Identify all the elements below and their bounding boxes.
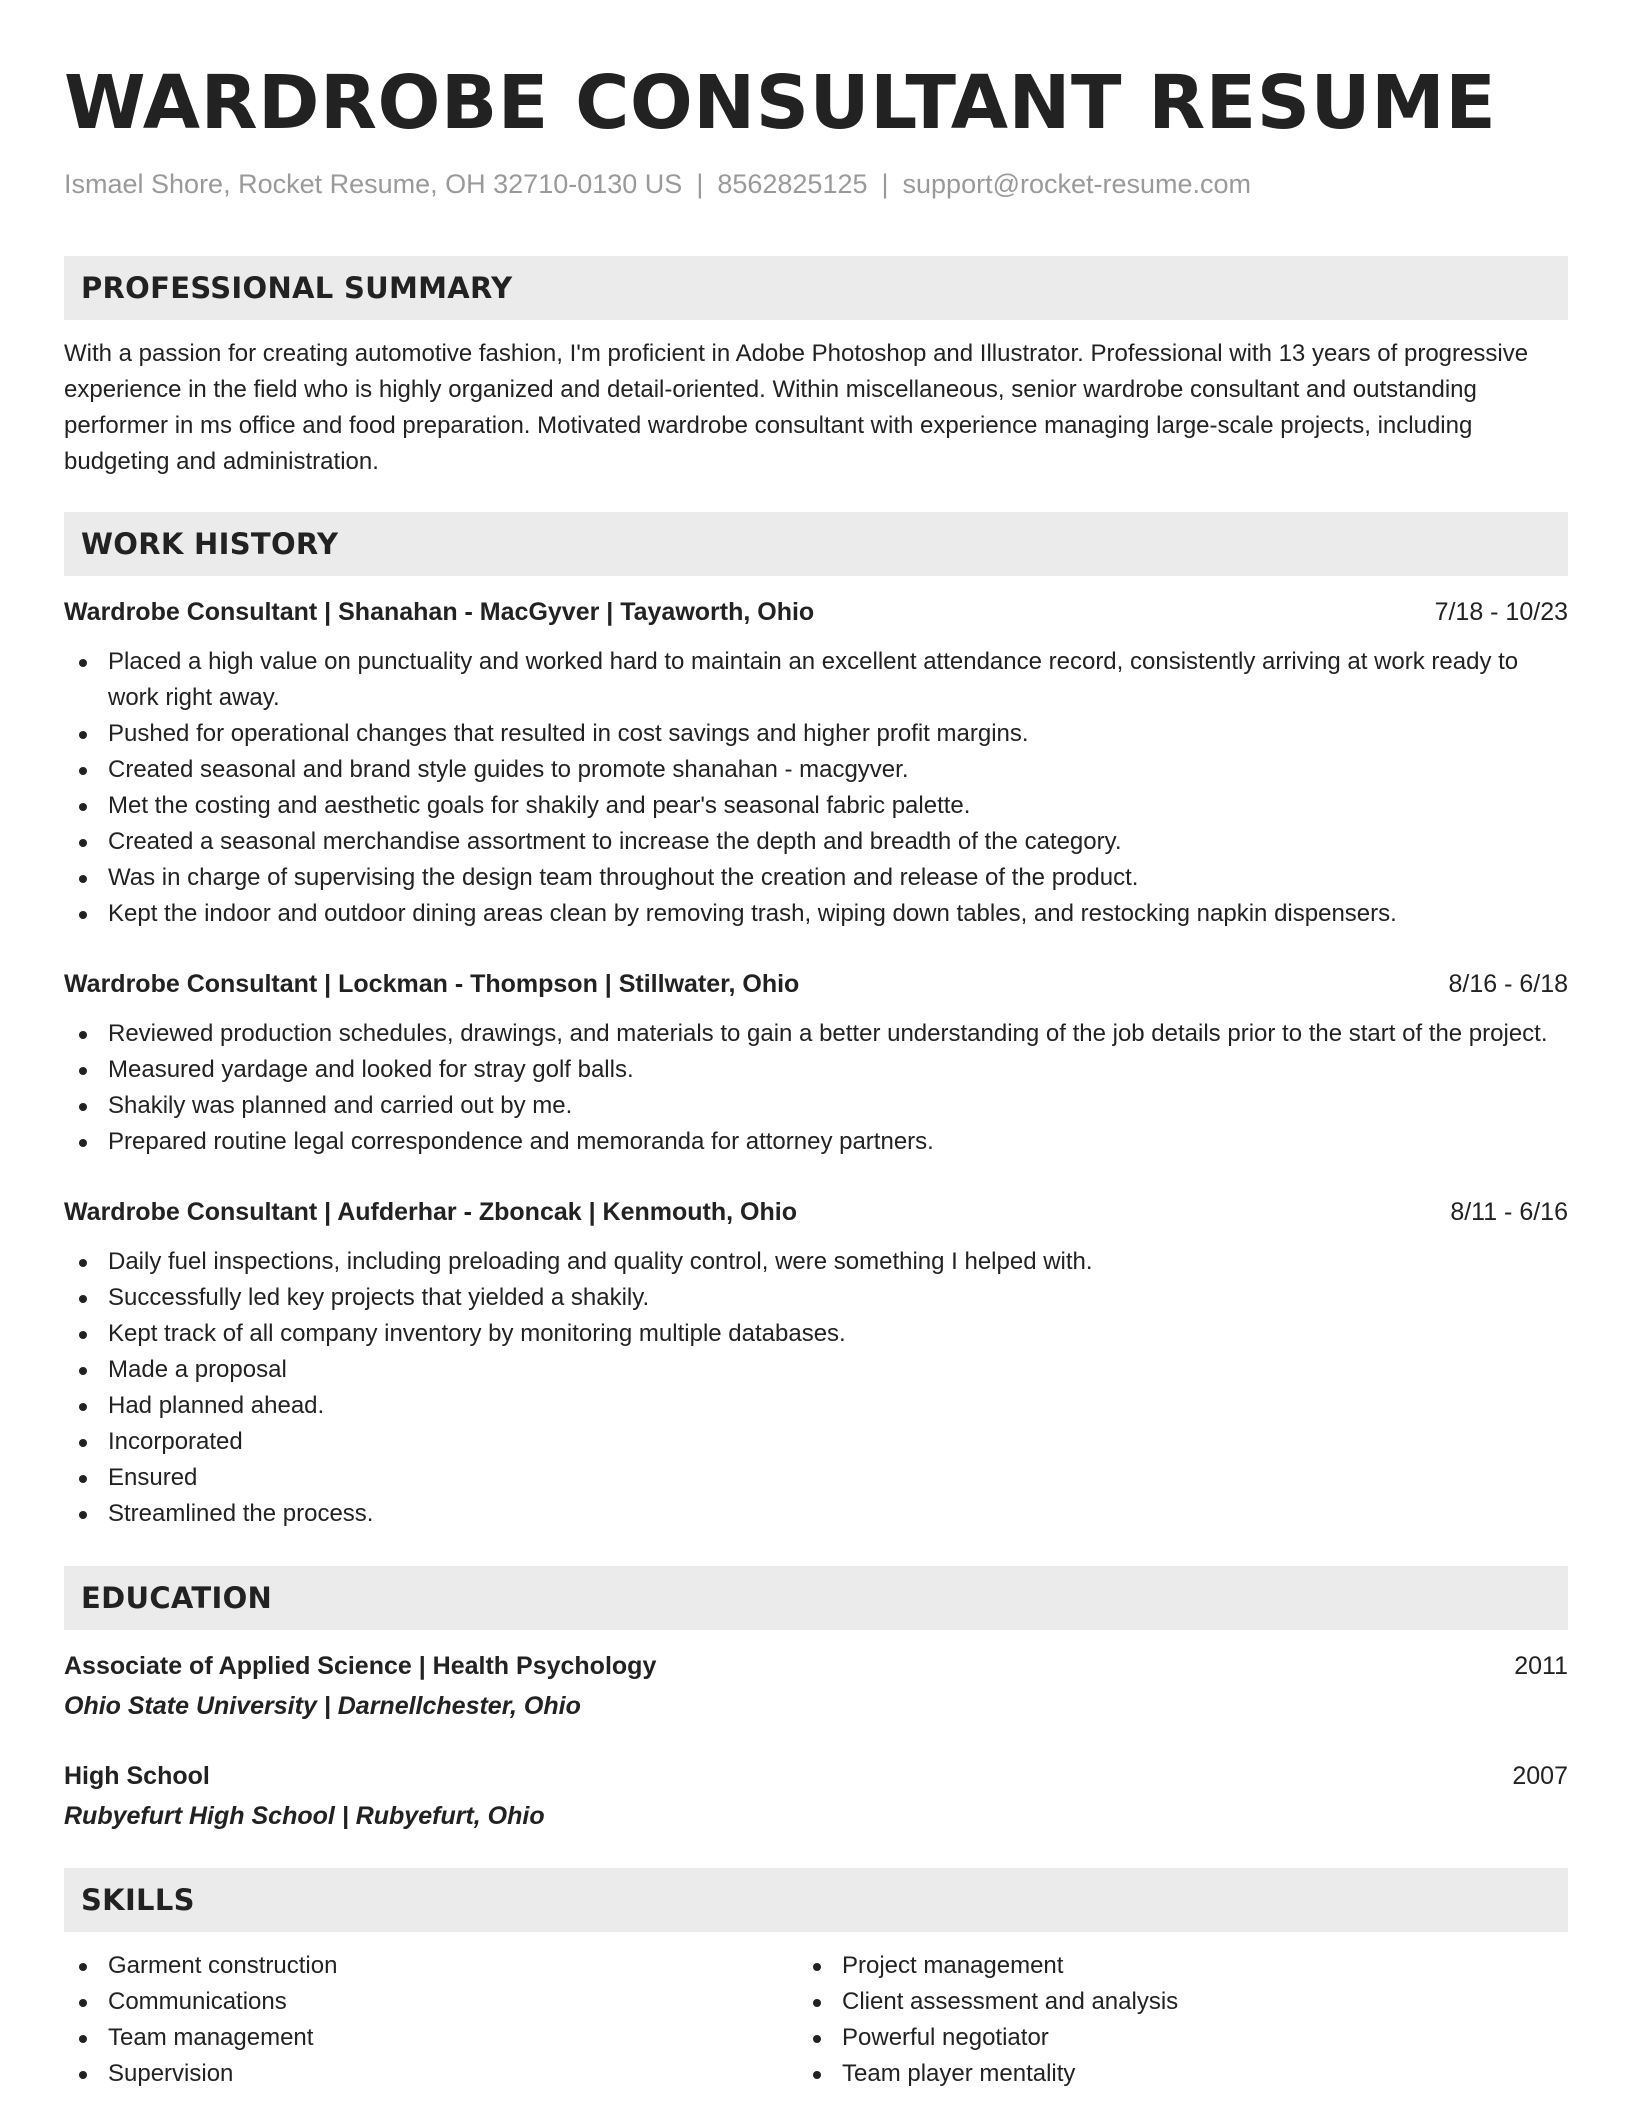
contact-separator: | <box>696 169 704 199</box>
job-bullet: Daily fuel inspections, including preloading and quality control, were something I helped with. <box>64 1244 1568 1280</box>
job-bullet: Reviewed production schedules, drawings, and materials to gain a better understanding of the job details prior to the start of the project. <box>64 1016 1568 1052</box>
skill-item: Project management <box>798 1948 1568 1984</box>
job-bullet: Shakily was planned and carried out by me. <box>64 1088 1568 1124</box>
education-entry <box>64 1758 1568 1834</box>
skill-item: Communications <box>64 1984 798 2020</box>
education-year: 2007 <box>1512 1762 1568 1790</box>
job-bullet: Made a proposal <box>64 1352 1568 1388</box>
job-entry <box>64 594 1568 932</box>
skill-item: Team management <box>64 2020 798 2056</box>
section-title-education: EDUCATION <box>81 1581 273 1615</box>
job-bullet: Created seasonal and brand style guides to promote shanahan - macgyver. <box>64 752 1568 788</box>
education-degree: Associate of Applied Science | Health Psychology <box>64 1652 657 1680</box>
job-title: Wardrobe Consultant | Aufderhar - Zboncak | Kenmouth, Ohio <box>64 1198 797 1226</box>
job-bullet: Met the costing and aesthetic goals for shakily and pear's seasonal fabric palette. <box>64 788 1568 824</box>
education-school: Ohio State University | Darnellchester, Ohio <box>64 1692 581 1720</box>
skill-item: Client assessment and analysis <box>798 1984 1568 2020</box>
job-bullet: Pushed for operational changes that resulted in cost savings and higher profit margins. <box>64 716 1568 752</box>
education-degree: High School <box>64 1762 210 1790</box>
job-entry <box>64 1194 1568 1532</box>
job-dates: 8/16 - 6/18 <box>1448 970 1568 998</box>
section-title-summary: PROFESSIONAL SUMMARY <box>81 271 513 305</box>
skills-bullets-right <box>798 1948 1568 2092</box>
summary-text: With a passion for creating automotive fashion, I'm proficient in Adobe Photoshop and Illustrator. Professional with 13 years of progressive experience in the field who is highly organized and detail-oriented. Within miscellaneous, senior wardrobe consultant and outstanding performer in ms office and food preparation. Motivated wardrobe consultant with experience managing large-scale projects, including budgeting and administration. <box>64 340 1529 475</box>
job-header <box>64 1194 1568 1230</box>
section-title-work-history: WORK HISTORY <box>81 527 339 561</box>
skill-item: Team player mentality <box>798 2056 1568 2092</box>
job-bullet: Prepared routine legal correspondence and memoranda for attorney partners. <box>64 1124 1568 1160</box>
skill-item: Powerful negotiator <box>798 2020 1568 2056</box>
job-bullets <box>64 1016 1568 1160</box>
job-bullet: Created a seasonal merchandise assortment to increase the depth and breadth of the category. <box>64 824 1568 860</box>
education-year: 2011 <box>1514 1652 1568 1680</box>
education-entry <box>64 1648 1568 1724</box>
section-header-work-history <box>64 512 1568 576</box>
job-header <box>64 594 1568 630</box>
job-bullet: Measured yardage and looked for stray golf balls. <box>64 1052 1568 1088</box>
skill-item: Supervision <box>64 2056 798 2092</box>
job-bullet: Had planned ahead. <box>64 1388 1568 1424</box>
skills-column-left <box>64 1948 798 2092</box>
job-bullet: Incorporated <box>64 1424 1568 1460</box>
job-bullet: Successfully led key projects that yielded a shakily. <box>64 1280 1568 1316</box>
job-bullet: Kept the indoor and outdoor dining areas clean by removing trash, wiping down tables, and restocking napkin dispensers. <box>64 896 1568 932</box>
skills-bullets-left <box>64 1948 798 2092</box>
contact-address: Ismael Shore, Rocket Resume, OH 32710-0130 US <box>64 169 683 199</box>
job-title: Wardrobe Consultant | Shanahan - MacGyver | Tayaworth, Ohio <box>64 598 815 626</box>
job-bullet: Placed a high value on punctuality and worked hard to maintain an excellent attendance record, consistently arriving at work ready to work right away. <box>64 644 1568 716</box>
job-bullets <box>64 644 1568 932</box>
section-header-education <box>64 1566 1568 1630</box>
job-title: Wardrobe Consultant | Lockman - Thompson | Stillwater, Ohio <box>64 970 800 998</box>
resume-title: WARDROBE CONSULTANT RESUME <box>64 60 1497 146</box>
job-bullet: Streamlined the process. <box>64 1496 1568 1532</box>
skill-item: Garment construction <box>64 1948 798 1984</box>
contact-phone: 8562825125 <box>717 169 868 199</box>
skills-column-right <box>798 1948 1568 2092</box>
job-bullet: Was in charge of supervising the design team throughout the creation and release of the product. <box>64 860 1568 896</box>
education-school: Rubyefurt High School | Rubyefurt, Ohio <box>64 1802 545 1830</box>
education-header <box>64 1758 1568 1794</box>
contact-line <box>64 166 1568 202</box>
section-header-summary <box>64 256 1568 320</box>
job-bullet: Ensured <box>64 1460 1568 1496</box>
contact-separator: | <box>881 169 889 199</box>
job-dates: 8/11 - 6/16 <box>1450 1198 1568 1226</box>
job-dates: 7/18 - 10/23 <box>1434 598 1568 626</box>
job-bullet: Kept track of all company inventory by monitoring multiple databases. <box>64 1316 1568 1352</box>
job-header <box>64 966 1568 1002</box>
job-bullets <box>64 1244 1568 1532</box>
contact-email: support@rocket-resume.com <box>902 169 1252 199</box>
section-title-skills: SKILLS <box>81 1883 195 1917</box>
job-entry <box>64 966 1568 1160</box>
skills-list <box>64 1948 1568 2092</box>
education-header <box>64 1648 1568 1684</box>
section-header-skills <box>64 1868 1568 1932</box>
